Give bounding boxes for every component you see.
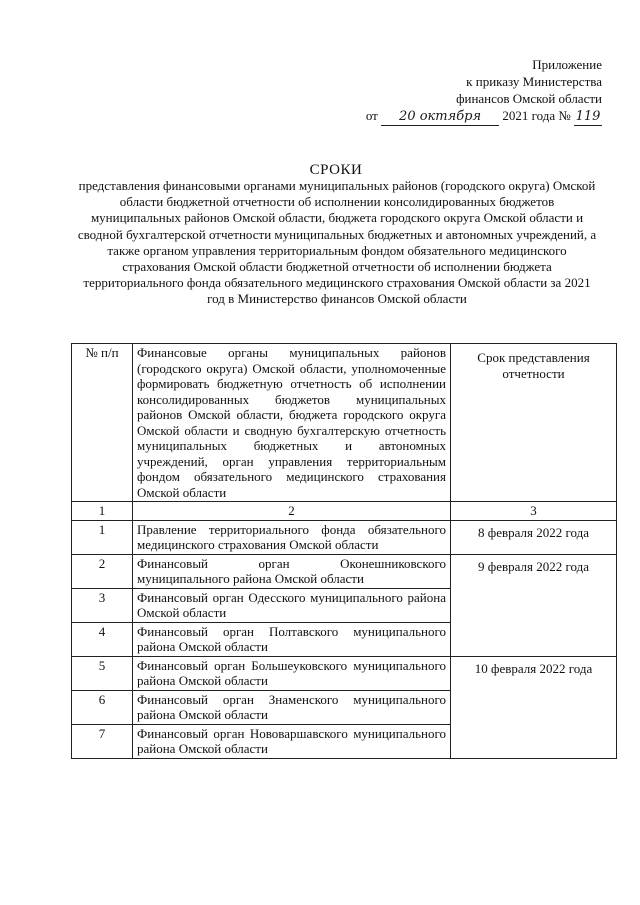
order-date-line: [366, 107, 602, 126]
row-num: 1: [72, 520, 133, 554]
table-row: [72, 656, 617, 690]
appendix-header: [366, 56, 602, 126]
header-organ: Финансовые органы муниципальных районов (городского округа) Омской области, уполномоченные формировать бюджетную отчетность об исполнении консолидированных бюджетов муниципальных районов Омской области, бюджета городского округа Омской области и сводную бухгалтерскую отчетность муниципальных бюджетных и автономных учреждений, орган управления территориальным фондом обязательного медицинского страхования Омской области: [133, 344, 451, 502]
row-num: 7: [72, 724, 133, 758]
header-deadline: Срок представления отчетности: [451, 344, 617, 502]
handwritten-number: 119: [575, 109, 601, 124]
row-organ: Правление территориального фонда обязательного медицинского страхования Омской области: [133, 520, 451, 554]
row-deadline: 10 февраля 2022 года: [451, 656, 617, 758]
document-title: СРОКИ: [309, 162, 363, 178]
row-organ: Финансовый орган Одесского муниципального района Омской области: [133, 588, 451, 622]
year-label: 2021 года №: [502, 108, 571, 123]
handwritten-date: 20 октября: [381, 108, 499, 126]
row-num: 4: [72, 622, 133, 656]
row-organ: Финансовый орган Большеуковского муниципального района Омской области: [133, 656, 451, 690]
order-reference: к приказу Министерства: [466, 74, 602, 89]
header-num: № п/п: [72, 344, 133, 502]
row-deadline: 9 февраля 2022 года: [451, 554, 617, 656]
row-deadline: 8 февраля 2022 года: [451, 520, 617, 554]
column-number: 3: [451, 502, 617, 521]
ministry-name: финансов Омской области: [456, 91, 602, 106]
document-subtitle: представления финансовыми органами муниципальных районов (городского округа) Омской области бюджетной отчетности об исполнении консолидированных бюджетов муниципальных районов Омской области, бюджета городского округа Омской области и сводной бухгалтерской отчетности муниципальных бюджетных и автономных учреждений, а также органом управления территориальным фондом обязательного медицинского страхования Омской области бюджетной отчетности об исполнении бюджета территориального фонда обязательного медицинского страхования Омской области за 2021 год в Министерство финансов Омской области: [77, 178, 597, 307]
column-number: 2: [133, 502, 451, 521]
table-row: [72, 520, 617, 554]
row-organ: Финансовый орган Знаменского муниципального района Омской области: [133, 690, 451, 724]
row-organ: Финансовый орган Нововаршавского муниципального района Омской области: [133, 724, 451, 758]
deadlines-table: [71, 343, 617, 759]
row-num: 2: [72, 554, 133, 588]
column-number: 1: [72, 502, 133, 521]
row-num: 6: [72, 690, 133, 724]
row-num: 3: [72, 588, 133, 622]
table-row: [72, 554, 617, 588]
row-num: 5: [72, 656, 133, 690]
from-label: от: [365, 108, 378, 123]
row-organ: Финансовый орган Полтавского муниципального района Омской области: [133, 622, 451, 656]
table-header-row: [72, 344, 617, 502]
row-organ: Финансовый орган Оконешниковского муниципального района Омской области: [133, 554, 451, 588]
appendix-label: Приложение: [532, 57, 602, 72]
column-number-row: [72, 502, 617, 521]
